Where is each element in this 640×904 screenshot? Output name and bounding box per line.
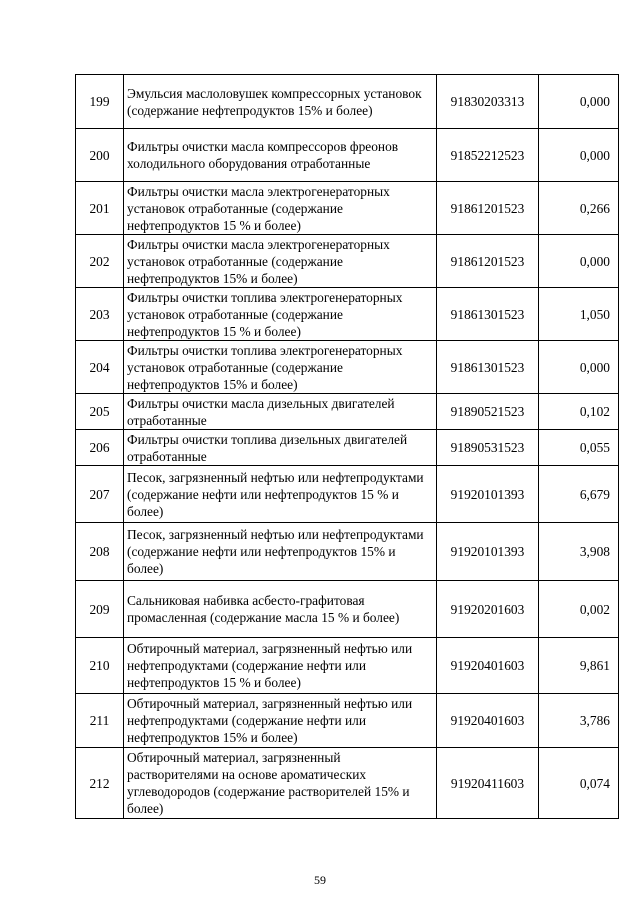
waste-name: Обтирочный материал, загрязненный нефтью или нефтепродуктами (содержание нефти или нефтепродуктов 15 % и более) [124,638,437,694]
waste-code: 91890531523 [437,430,539,466]
waste-code: 91861301523 [437,341,539,394]
waste-name: Песок, загрязненный нефтью или нефтепродуктами (содержание нефти или нефтепродуктов 15 % и более) [124,466,437,523]
waste-amount: 3,786 [539,694,619,748]
table-row [76,523,619,581]
waste-amount: 3,908 [539,523,619,581]
waste-name: Сальниковая набивка асбесто-графитовая промасленная (содержание масла 15 % и более) [124,581,437,638]
waste-code: 91861201523 [437,235,539,288]
waste-amount: 0,074 [539,748,619,819]
row-number: 207 [76,466,124,523]
table-row [76,430,619,466]
waste-amount: 6,679 [539,466,619,523]
waste-name: Песок, загрязненный нефтью или нефтепродуктами (содержание нефти или нефтепродуктов 15% и более) [124,523,437,581]
table-row [76,288,619,341]
waste-code: 91920401603 [437,694,539,748]
table-row [76,341,619,394]
waste-table-body [76,75,619,819]
waste-amount: 0,102 [539,394,619,430]
row-number: 201 [76,182,124,235]
row-number: 204 [76,341,124,394]
waste-amount: 1,050 [539,288,619,341]
waste-amount: 0,000 [539,235,619,288]
page-number: 59 [314,873,326,887]
table-row [76,235,619,288]
waste-code: 91861301523 [437,288,539,341]
table-row [76,129,619,182]
waste-amount: 0,000 [539,341,619,394]
waste-name: Обтирочный материал, загрязненный растворителями на основе ароматических углеводородов (содержание растворителей 15% и более) [124,748,437,819]
waste-name: Фильтры очистки топлива электрогенераторных установок отработанные (содержание нефтепродуктов 15 % и более) [124,288,437,341]
waste-name: Фильтры очистки топлива электрогенераторных установок отработанные (содержание нефтепродуктов 15% и более) [124,341,437,394]
table-row [76,581,619,638]
waste-name: Обтирочный материал, загрязненный нефтью или нефтепродуктами (содержание нефти или нефтепродуктов 15% и более) [124,694,437,748]
waste-name: Фильтры очистки масла электрогенераторных установок отработанные (содержание нефтепродуктов 15% и более) [124,235,437,288]
waste-table [75,74,619,819]
waste-amount: 0,002 [539,581,619,638]
table-row [76,748,619,819]
waste-code: 91920101393 [437,466,539,523]
waste-name: Фильтры очистки топлива дизельных двигателей отработанные [124,430,437,466]
waste-name: Фильтры очистки масла дизельных двигателей отработанные [124,394,437,430]
table-row [76,75,619,129]
row-number: 211 [76,694,124,748]
row-number: 210 [76,638,124,694]
row-number: 209 [76,581,124,638]
waste-code: 91861201523 [437,182,539,235]
waste-code: 91920411603 [437,748,539,819]
table-row [76,694,619,748]
row-number: 206 [76,430,124,466]
waste-code: 91890521523 [437,394,539,430]
waste-name: Фильтры очистки масла компрессоров фреонов холодильного оборудования отработанные [124,129,437,182]
table-row [76,466,619,523]
waste-code: 91920201603 [437,581,539,638]
waste-amount: 9,861 [539,638,619,694]
waste-name: Фильтры очистки масла электрогенераторных установок отработанные (содержание нефтепродуктов 15 % и более) [124,182,437,235]
waste-code: 91920401603 [437,638,539,694]
row-number: 205 [76,394,124,430]
row-number: 202 [76,235,124,288]
table-row [76,182,619,235]
waste-code: 91920101393 [437,523,539,581]
waste-amount: 0,000 [539,129,619,182]
waste-amount: 0,055 [539,430,619,466]
waste-code: 91852212523 [437,129,539,182]
table-row [76,638,619,694]
row-number: 212 [76,748,124,819]
waste-amount: 0,266 [539,182,619,235]
waste-code: 91830203313 [437,75,539,129]
table-row [76,394,619,430]
row-number: 199 [76,75,124,129]
waste-amount: 0,000 [539,75,619,129]
row-number: 208 [76,523,124,581]
waste-name: Эмульсия маслоловушек компрессорных установок (содержание нефтепродуктов 15% и более) [124,75,437,129]
row-number: 203 [76,288,124,341]
row-number: 200 [76,129,124,182]
